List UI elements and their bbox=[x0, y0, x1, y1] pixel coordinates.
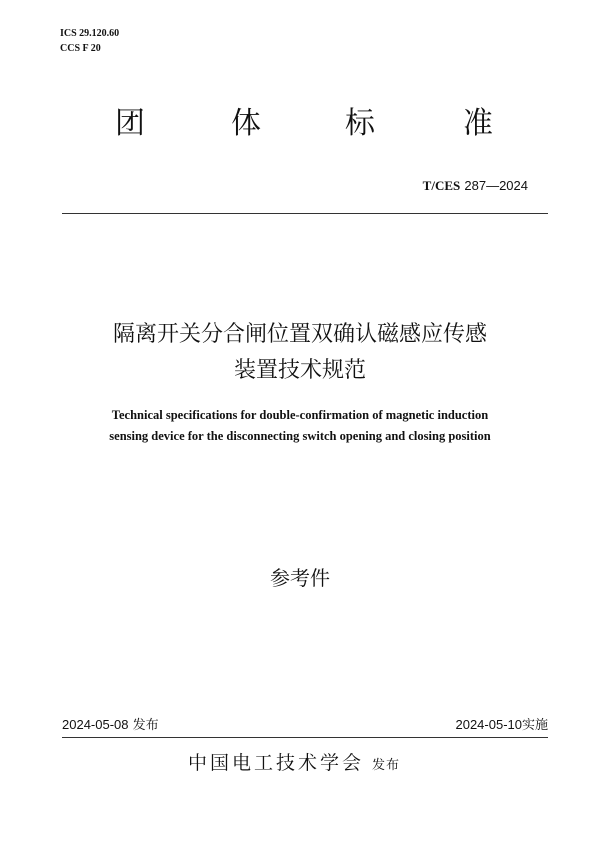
standard-type-char-1: 团 bbox=[115, 106, 145, 141]
standard-number bbox=[423, 178, 528, 194]
standard-type-char-2: 体 bbox=[231, 106, 261, 141]
chinese-title-line-1: 隔离开关分合闸位置双确认磁感应传感 bbox=[112, 322, 487, 347]
standard-number-value: 287—2024 bbox=[464, 178, 528, 193]
footer-divider bbox=[62, 737, 548, 738]
publish-date bbox=[62, 716, 159, 735]
ccs-code: CCS F 20 bbox=[60, 43, 101, 54]
implement-date bbox=[455, 716, 548, 735]
english-title-line-2: sensing device for the disconnecting switch opening and closing position bbox=[109, 429, 491, 443]
header-divider bbox=[62, 213, 548, 214]
implement-date-value: 2024-05-10 bbox=[455, 717, 522, 732]
ics-code: ICS 29.120.60 bbox=[60, 28, 120, 39]
document-status: 参考件 bbox=[270, 566, 330, 590]
standard-number-prefix: T/CES bbox=[422, 178, 461, 193]
english-title-line-1: Technical specifications for double-confirmation of magnetic induction bbox=[111, 408, 489, 422]
issuer-action: 发布 bbox=[372, 758, 401, 773]
publish-label: 发布 bbox=[132, 718, 159, 733]
issuer bbox=[188, 750, 400, 779]
chinese-title-line-2: 装置技术规范 bbox=[233, 358, 366, 383]
publish-date-value: 2024-05-08 bbox=[62, 717, 129, 732]
issuer-organization: 中国电工技术学会 bbox=[188, 752, 365, 774]
standard-type-char-3: 标 bbox=[345, 106, 375, 141]
standard-type-char-4: 准 bbox=[463, 106, 493, 141]
implement-label: 实施 bbox=[521, 718, 548, 733]
